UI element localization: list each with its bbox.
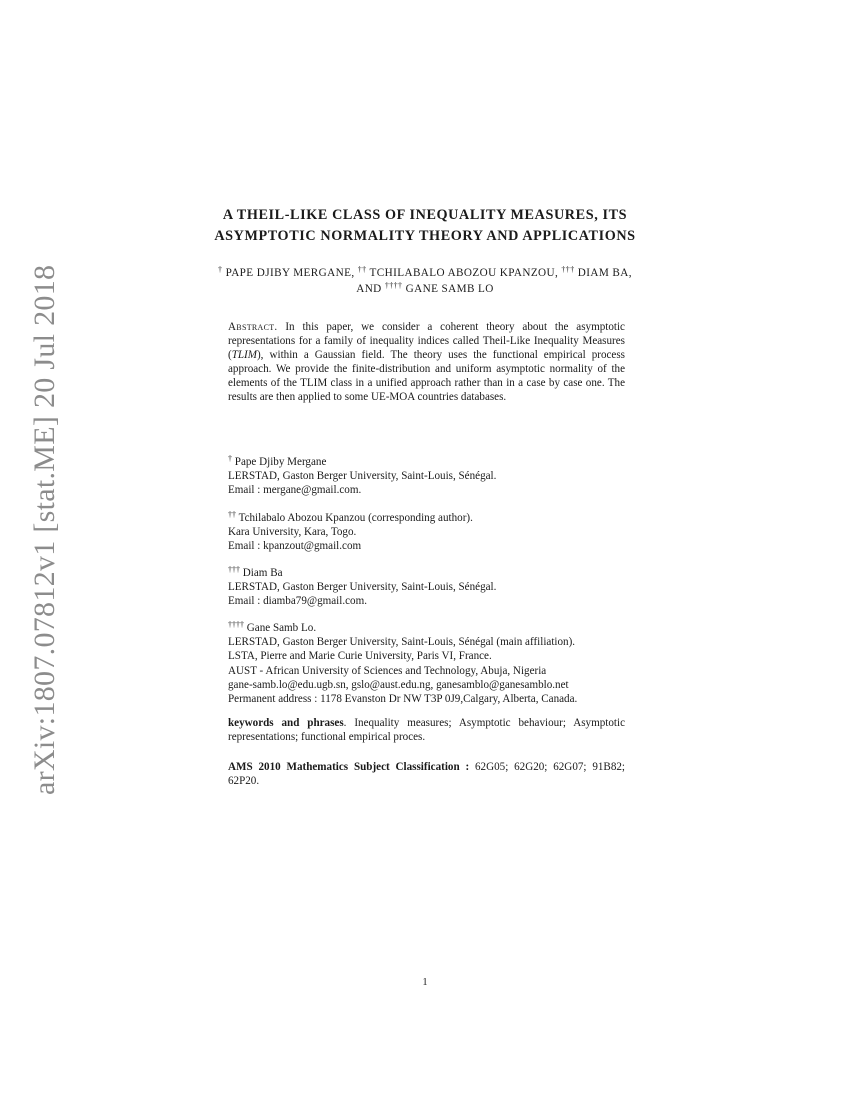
ams-text: 62G05; 62G20; 62G07; 91B82; 62P20. — [228, 761, 625, 788]
abstract-text-start: In this paper, we consider a coherent theory about the asymptotic representations for a family of inequality indices called Theil-Like Inequality Measures ( — [228, 321, 625, 361]
author-3-name: DIAM BA, — [574, 267, 632, 279]
affiliation-4-address: Permanent address : 1178 Evanston Dr NW T3P 0J9,Calgary, Alberta, Canada. — [228, 693, 578, 706]
affiliation-3-name: Diam Ba — [240, 567, 283, 579]
author-1-name: PAPE DJIBY MERGANE, — [222, 267, 358, 279]
keywords-text: . Inequality measures; Asymptotic behaviour; Asymptotic representations; functional empirical proces. — [228, 717, 625, 744]
affiliation-2-name: Tchilabalo Abozou Kpanzou (corresponding author). — [236, 512, 473, 524]
page-number: 1 — [422, 977, 428, 988]
ams-label: AMS 2010 Mathematics Subject Classification : — [228, 761, 470, 773]
authors-line-2 — [160, 281, 690, 297]
title-line-2: ASYMPTOTIC NORMALITY THEORY AND APPLICATIONS — [214, 228, 636, 244]
abstract — [228, 320, 625, 404]
affiliation-4-line-3: AUST - African University of Sciences and Technology, Abuja, Nigeria — [228, 664, 547, 677]
affiliation-2-mark: †† — [228, 510, 236, 519]
author-4-mark: †††† — [384, 281, 403, 290]
affiliation-4-line-2: LSTA, Pierre and Marie Curie University, Paris VI, France. — [228, 650, 492, 663]
paper-title — [160, 205, 690, 247]
author-2-name: TCHILABALO ABOZOU KPANZOU, — [366, 267, 562, 279]
abstract-label: Abstract. — [228, 321, 278, 333]
affiliation-2-line: Kara University, Kara, Togo. — [228, 526, 357, 539]
affiliation-2-email: Email : kpanzout@gmail.com — [228, 540, 362, 553]
affiliation-4-mark: †††† — [228, 620, 244, 629]
ams-classification — [228, 760, 625, 788]
affiliation-3 — [228, 566, 628, 609]
author-2-mark: †† — [357, 265, 367, 274]
title-line-1: A THEIL-LIKE CLASS OF INEQUALITY MEASURES, ITS — [222, 207, 628, 223]
affiliation-3-mark: ††† — [228, 565, 240, 574]
abstract-text-end: ), within a Gaussian field. The theory uses the functional empirical process approach. We provide the finite-distribution and uniform asymptotic normality of the elements of the TLIM class in a unified approach rather than in a case by case one. The results are then applied to some UE-MOA countries databases. — [228, 349, 625, 403]
affiliation-1 — [228, 455, 628, 498]
keywords — [228, 716, 625, 744]
author-list — [160, 265, 690, 297]
author-3-mark: ††† — [561, 265, 575, 274]
affiliation-1-email: Email : mergane@gmail.com. — [228, 484, 362, 497]
authors-line-1 — [160, 265, 690, 281]
affiliation-3-email: Email : diamba79@gmail.com. — [228, 595, 367, 608]
abstract-tlim: TLIM — [231, 349, 257, 361]
author-1-mark: † — [218, 265, 223, 274]
affiliation-4-line-1: LERSTAD, Gaston Berger University, Saint-Louis, Sénégal (main affiliation). — [228, 636, 576, 649]
affiliation-3-line: LERSTAD, Gaston Berger University, Saint-Louis, Sénégal. — [228, 581, 497, 594]
author-4-name: GANE SAMB LO — [402, 283, 494, 295]
authors-and: AND — [356, 283, 385, 295]
affiliation-1-line: LERSTAD, Gaston Berger University, Saint-Louis, Sénégal. — [228, 470, 497, 483]
affiliation-1-name: Pape Djiby Mergane — [232, 456, 327, 468]
affiliation-4 — [228, 621, 628, 706]
arxiv-identifier: arXiv:1807.07812v1 [stat.ME] 20 Jul 2018 — [28, 264, 61, 795]
affiliation-2 — [228, 511, 628, 554]
affiliation-4-name: Gane Samb Lo. — [244, 622, 317, 634]
affiliation-1-mark: † — [228, 454, 232, 463]
keywords-label: keywords and phrases — [228, 717, 344, 729]
affiliation-4-emails: gane-samb.lo@edu.ugb.sn, gslo@aust.edu.ng, ganesamblo@ganesamblo.net — [228, 678, 569, 691]
